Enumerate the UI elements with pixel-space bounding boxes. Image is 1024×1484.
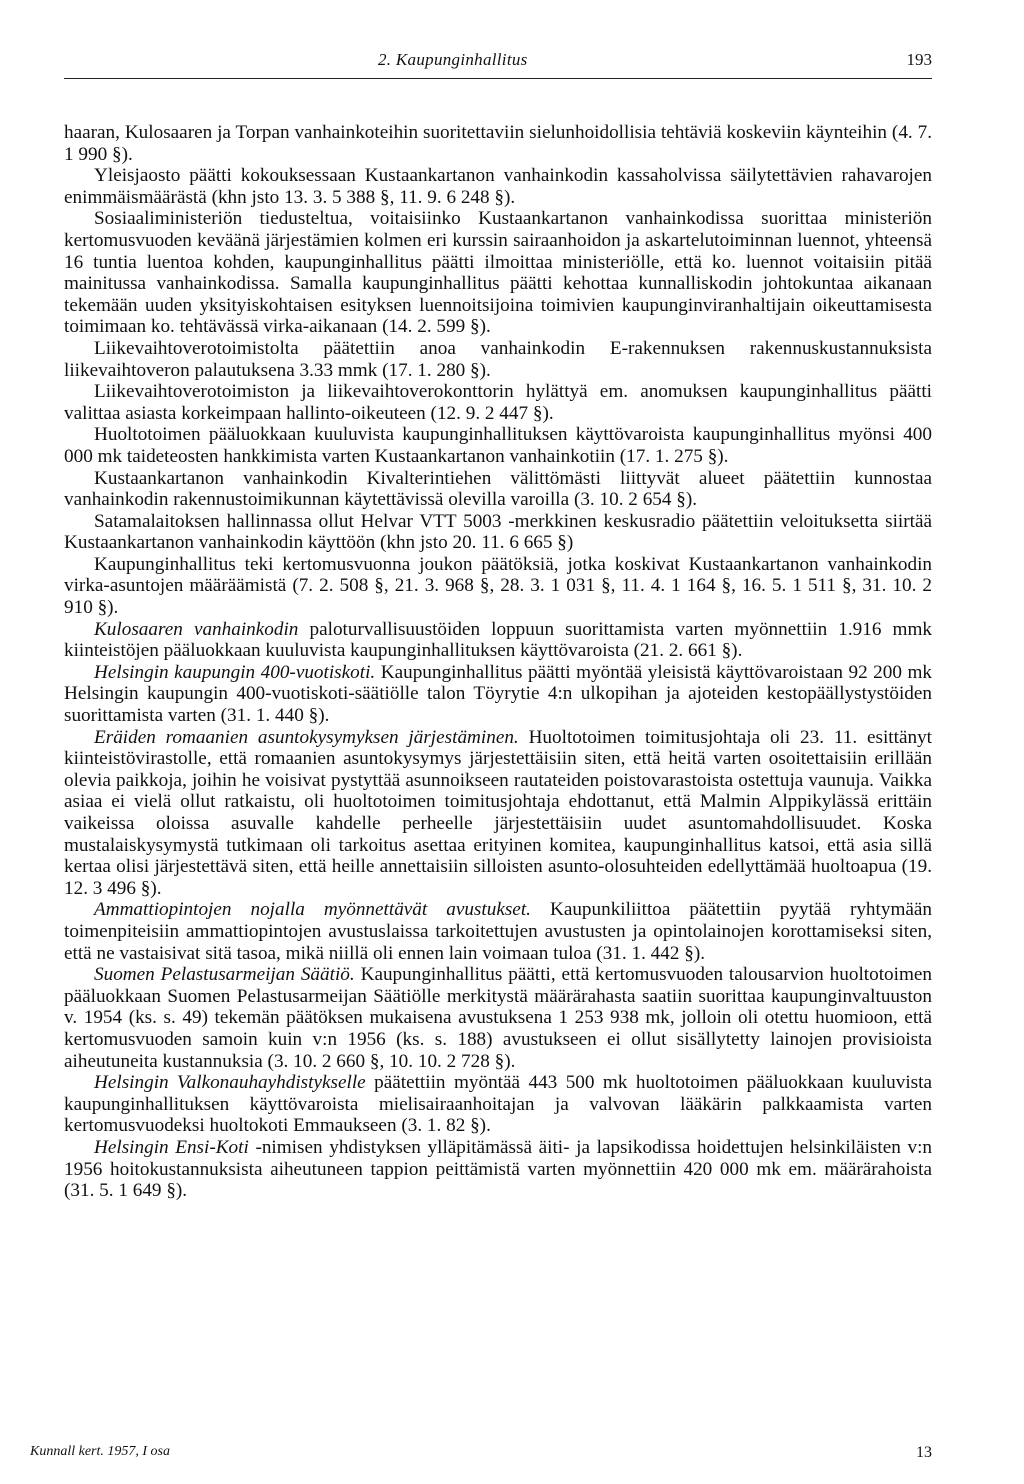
section-heading: Ammattiopintojen nojalla myönnettävät avustukset. (94, 899, 531, 921)
paragraph: Satamalaitoksen hallinnassa ollut Helvar VTT 5003 -merkkinen keskusradio päätettiin veloituksetta siirtää Kustaankartanon vanhainkodin käyttöön (khn jsto 20. 11. 6 665 §) (64, 510, 932, 554)
section-heading: Kulosaaren vanhainkodin (94, 618, 299, 640)
section-heading: Eräiden romaanien asuntokysymyksen järjestäminen. (94, 726, 519, 748)
paragraph: Kaupunginhallitus teki kertomusvuonna joukon päätöksiä, jotka koskivat Kustaankartanon vanhainkodin virka-asuntojen määräämistä (7. 2. 508 §, 21. 3. 968 §, 28. 3. 1 031 §, 11. 4. 1 164 §, 16. 5. 1 511 §, 31. 10. 2 910 §). (64, 553, 932, 619)
paragraph: Liikevaihtoverotoimistolta päätettiin anoa vanhainkodin E-rakennuksen rakennuskustannuksista liikevaihtoveron palautuksena 3.33 mmk (17. 1. 280 §). (64, 337, 932, 381)
section-heading: Suomen Pelastusarmeijan Säätiö. (94, 964, 355, 986)
paragraph: Liikevaihtoverotoimiston ja liikevaihtoverokonttorin hylättyä em. anomuksen kaupunginhallitus päätti valittaa asiasta korkeimpaan hallinto-oikeuteen (12. 9. 2 447 §). (64, 381, 932, 424)
section-heading: Helsingin Valkonauhayhdistykselle (94, 1072, 366, 1094)
paragraph: Helsingin Valkonauhayhdistykselle päätettiin myöntää 443 500 mk huoltotoimen pääluokkaan kuuluvista kaupunginhallituksen käyttövaroista mielisairaanhoitajan ja valvovan lääkärin palkkaamista varten kertomusvuodeksi huoltokoti Emmaukseen (3. 1. 82 §). (64, 1072, 932, 1137)
page-number: 193 (906, 50, 932, 69)
paragraph: Kulosaaren vanhainkodin paloturvallisuustöiden loppuun suorittamista varten myönnettiin 1.916 mmk kiinteistöjen pääluokkaan kuuluvista kaupunginhallituksen käyttövaroista (21. 2. 661 §). (64, 618, 932, 662)
paragraph: Helsingin Ensi-Koti -nimisen yhdistyksen ylläpitämässä äiti- ja lapsikodissa hoidettujen helsinkiläisten v:n 1956 hoitokustannuksista aiheutuneen tappion peittämistä varten myönnettiin 420 000 mk em. määrärahoista (31. 5. 1 649 §). (64, 1136, 932, 1202)
section-heading: Helsingin Ensi-Koti (94, 1136, 249, 1158)
running-header (64, 50, 932, 79)
footer-publication: Kunnall kert. 1957, I osa (30, 1444, 170, 1459)
paragraph: Helsingin kaupungin 400-vuotiskoti. Kaupunginhallitus päätti myöntää yleisistä käyttövaroistaan 92 200 mk Helsingin kaupungin 400-vuotiskoti-säätiölle talon Töyrytie 4:n ulkopihan ja ajoteiden kestopäällystystöiden suorittamista varten (31. 1. 440 §). (64, 661, 932, 727)
paragraph: Yleisjaosto päätti kokouksessaan Kustaankartanon vanhainkodin kassaholvissa säilytettävien rahavarojen enimmäismäärästä (khn jsto 13. 3. 5 388 §, 11. 9. 6 248 §). (64, 165, 932, 208)
paragraph: Sosiaaliministeriön tiedusteltua, voitaisiinko Kustaankartanon vanhainkodissa suorittaa ministeriön kertomusvuoden keväänä järjestämien kolmen eri kurssin sairaanhoidon ja askartelutoiminnan luennot, yhteensä 16 tuntia luentoa kohden, kaupunginhallitus päätti ilmoittaa ministeriölle, että ko. luennot voitaisiin pitää mainitussa vanhainkodissa. Samalla kaupunginhallitus päätti kehottaa kunnalliskodin johtokuntaa aikanaan tekemään uuden yksityiskohtaisen esityksen luennoitsijoina toimivien kaupunginviranhaltijain oikeuttamisesta toimimaan ko. tehtävässä virka-aikanaan (14. 2. 599 §). (64, 208, 932, 338)
section-heading: Helsingin kaupungin 400-vuotiskoti. (94, 661, 376, 683)
paragraph: Ammattiopintojen nojalla myönnettävät avustukset. Kaupunkiliittoa päätettiin pyytää ryhtymään toimenpiteisiin ammattiopintojen avustuslaissa tarkoitettujen avustusten ja opintolainojen korottamiseksi siten, että ne vastaisivat sitä tasoa, mikä niillä oli ennen lain voimaan tuloa (31. 1. 442 §). (64, 899, 932, 964)
paragraph: Eräiden romaanien asuntokysymyksen järjestäminen. Huoltotoimen toimitusjohtaja oli 23. 11. esittänyt kiinteistövirastolle, että romaanien asuntokysymys järjestettäisiin siten, että heitä varten osoitettaisiin erillään olevia paikkoja, joihin he voisivat pystyttää asunnoikseen rautateiden poistovarastoista ostettuja vaunuja. Vaikka asiaa ei vielä ollut ratkaistu, oli huoltotoimen toimitusjohtaja ehdottanut, että Malmin Alppikylässä erittäin vaikeissa oloissa asuvalle kahdelle perheelle järjestettäisiin uudet asuntomahdollisuudet. Koska mustalaiskysymystä tutkimaan oli tarkoitus asettaa erityinen komitea, kaupunginhallitus katsoi, että asia sillä kertaa olisi järjestettävä siten, että heille annettaisiin silloisten asunto-olosuhteiden edellyttämää huoltoapua (19. 12. 3 496 §). (64, 726, 932, 899)
body-text (64, 122, 932, 1202)
footer-signature-number: 13 (916, 1444, 932, 1461)
paragraph: Huoltotoimen pääluokkaan kuuluvista kaupunginhallituksen käyttövaroista kaupunginhallitus myönsi 400 000 mk taideteosten hankkimista varten Kustaankartanon vanhainkotiin (17. 1. 275 §). (64, 424, 932, 467)
paragraph: Suomen Pelastusarmeijan Säätiö. Kaupunginhallitus päätti, että kertomusvuoden talousarvion huoltotoimen pääluokkaan Suomen Pelastusarmeijan Säätiölle merkitystä määrärahasta saatiin suorittaa kaupunginvaltuuston v. 1954 (ks. s. 49) tekemän päätöksen mukaisena avustuksena 1 253 938 mk, jolloin oli otettu huomioon, että kertomusvuoden samoin kuin v:n 1956 (ks. s. 188) avustukseen ei ollut sisällytetty lainojen provisioista aiheutuneita kustannuksia (3. 10. 2 660 §, 10. 10. 2 728 §). (64, 964, 932, 1072)
chapter-title: 2. Kaupunginhallitus (378, 50, 528, 69)
paragraph: haaran, Kulosaaren ja Torpan vanhainkoteihin suoritettaviin sielunhoidollisia tehtäviä koskeviin käynteihin (4. 7. 1 990 §). (64, 122, 932, 165)
paragraph: Kustaankartanon vanhainkodin Kivalterintiehen välittömästi liittyvät alueet päätettiin kunnostaa vanhainkodin rakennustoimikunnan käytettävissä olevilla varoilla (3. 10. 2 654 §). (64, 467, 932, 511)
page-footer (30, 1444, 932, 1460)
